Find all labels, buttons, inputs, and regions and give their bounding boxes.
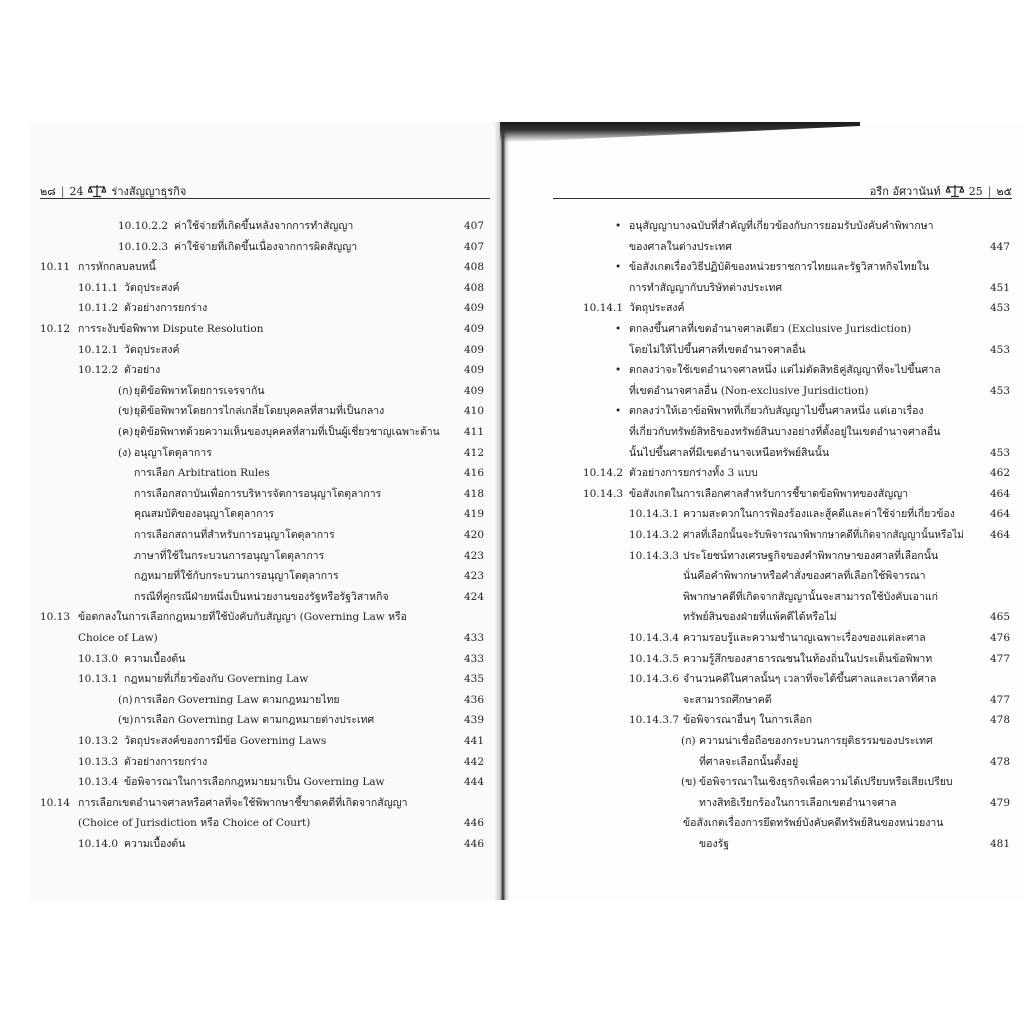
toc-entry-title: ข้อตกลงในการเลือกกฎหมายที่ใช้บังคับกับสัญญา (Governing Law หรือ <box>78 611 407 624</box>
toc-entry-title: การเลือกเขตอำนาจศาลหรือศาลที่จะใช้พิพากษาชี้ขาดคดีที่เกิดจากสัญญา <box>78 796 408 809</box>
toc-entry-page: 446 <box>463 838 484 850</box>
header-rule <box>40 198 490 199</box>
toc-entry-title: ของรัฐ <box>699 838 730 850</box>
right-page-number: 25 <box>968 184 983 198</box>
toc-entry-title: จำนวนคดีในศาลนั้นๆ เวลาที่จะได้ขึ้นศาลและเวลาที่ศาล <box>683 673 937 686</box>
toc-entry-number: 10.14.3.4 <box>629 632 680 644</box>
toc-entry-page: 416 <box>463 467 484 480</box>
toc-entry-title: ค่าใช้จ่ายที่เกิดขึ้นหลังจากการทำสัญญา <box>174 220 354 232</box>
toc-entry-page: 481 <box>989 838 1010 850</box>
toc-entry-title: ความรอบรู้และความชำนาญเฉพาะเรื่องของแต่ละศาล <box>683 632 926 644</box>
toc-entry-title: ตัวอย่าง <box>124 364 161 377</box>
toc-entry-page: 439 <box>463 714 484 727</box>
toc-entry-title: วัตถุประสงค์ของการมีข้อ Governing Laws <box>124 735 327 747</box>
toc-entry-page: 433 <box>463 652 484 665</box>
toc-entry-title: การเลือก Governing Law ตามกฎหมายไทย <box>134 693 340 706</box>
toc-entry-number: 10.14.0 <box>78 838 119 850</box>
toc-entry-title: ตัวอย่างการยกร่างทั้ง 3 แบบ <box>629 467 758 480</box>
toc-entry-title: ที่เขตอำนาจศาลอื่น (Non-exclusive Jurisdiction) <box>629 384 869 397</box>
left-thai-page-number: ๒๘ <box>40 185 56 198</box>
toc-entry-title: ความรู้สึกของสาธารณชนในท้องถิ่นในประเด็นข้อพิพาท <box>683 652 933 665</box>
left-page-number: 24 <box>69 184 84 198</box>
toc-entry-page: 441 <box>463 735 484 747</box>
toc-entry-title: คุณสมบัติของอนุญาโตตุลาการ <box>134 508 275 521</box>
toc-entry-title: โดยไม่ให้ไปขึ้นศาลที่เขตอำนาจศาลอื่น <box>629 343 806 356</box>
toc-entry-page: 408 <box>463 261 484 274</box>
toc-entry-page: 465 <box>989 611 1010 624</box>
toc-entry-title: ข้อพิจารณาอื่นๆ ในการเลือก <box>683 714 813 727</box>
toc-entry-page: 407 <box>463 220 484 232</box>
toc-entry-page: 424 <box>463 590 484 603</box>
toc-entry-title: ข้อสังเกตเรื่องวิธีปฏิบัติของหน่วยราชการไทยและรัฐวิสาหกิจไทยใน <box>629 261 930 274</box>
toc-entry-number: 10.14.3.1 <box>629 508 680 521</box>
toc-entry-page: 464 <box>989 529 1010 541</box>
toc-entry-title: ที่เกี่ยวกับทรัพย์สิทธิของทรัพย์สินบางอย่างที่ตั้งอยู่ในเขตอำนาจศาลอื่น <box>629 426 941 438</box>
toc-entry-page: 464 <box>989 508 1010 521</box>
toc-entry-page: 453 <box>989 302 1010 315</box>
toc-entry-page: 420 <box>463 529 484 541</box>
toc-entry-number: 10.14.3.2 <box>629 529 680 541</box>
toc-entry-title: การเลือก Governing Law ตามกฎหมายต่างประเทศ <box>134 714 375 727</box>
toc-entry-number: 10.11.2 <box>78 302 119 315</box>
toc-entry-number: 10.11 <box>40 261 71 274</box>
toc-entry-number: 10.11.1 <box>78 281 119 294</box>
toc-entry-page: 453 <box>989 384 1010 397</box>
toc-entry-title: นั้นไปขึ้นศาลที่มีเขตอำนาจเหนือทรัพย์สินนั้น <box>629 446 830 459</box>
toc-entry-page: 476 <box>989 632 1010 644</box>
toc-entry-page: 412 <box>463 446 484 459</box>
toc-entry-title: ภาษาที่ใช้ในกระบวนการอนุญาโตตุลาการ <box>134 549 325 562</box>
toc-entry-title: ทรัพย์สินของฝ่ายที่แพ้คดีได้หรือไม่ <box>683 611 837 624</box>
toc-entry-number: (ค) <box>118 426 134 438</box>
toc-entry-title: นั่นคือคำพิพากษาหรือคำสั่งของศาลที่เลือกใช้พิจารณา <box>683 570 926 583</box>
toc-entry-page: 409 <box>463 302 484 315</box>
left-page <box>30 122 500 900</box>
toc-entry-page: 477 <box>989 652 1010 665</box>
scales-of-justice-icon <box>88 184 106 198</box>
toc-entry-page: 451 <box>989 281 1010 294</box>
toc-entry-page: 453 <box>989 343 1010 356</box>
toc-entry-page: 447 <box>989 240 1010 253</box>
toc-entry-number: (ก) <box>118 693 133 706</box>
toc-entry-number: 10.13.1 <box>78 673 119 686</box>
toc-entry-title: วัตถุประสงค์ <box>124 281 180 294</box>
toc-entry-page: 418 <box>463 487 484 500</box>
toc-entry-title: ประโยชน์ทางเศรษฐกิจของคำพิพากษาของศาลที่เลือกนั้น <box>683 549 939 562</box>
toc-entry-page: 442 <box>463 755 484 768</box>
toc-entry-title: ความน่าเชื่อถือของกระบวนการยุติธรรมของประเทศ <box>699 735 933 747</box>
toc-entry-title: พิพากษาคดีที่เกิดจากสัญญานั้นจะสามารถใช้บังคับเอาแก่ <box>683 590 938 603</box>
toc-entry-page: 407 <box>463 240 484 253</box>
toc-entry-page: 477 <box>989 693 1010 706</box>
toc-entry-title: ความเบื้องต้น <box>124 838 186 850</box>
toc-entry-number: 10.14.3.5 <box>629 652 680 665</box>
toc-entry-page: 478 <box>989 755 1010 768</box>
toc-entry-number: 10.14.1 <box>583 302 624 315</box>
toc-entry-title: ยุติข้อพิพาทด้วยความเห็นของบุคคลที่สามที่เป็นผู้เชี่ยวชาญเฉพาะด้าน <box>134 426 440 438</box>
toc-entry-page: 423 <box>463 549 484 562</box>
header-separator: | <box>987 184 992 198</box>
toc-entry-number: 10.12.1 <box>78 343 119 356</box>
toc-entry-title: ที่ศาลจะเลือกนั้นตั้งอยู่ <box>699 755 799 768</box>
toc-entry-number: 10.12.2 <box>78 364 119 377</box>
toc-entry-number: • <box>615 405 622 418</box>
toc-entry-title: การหักกลบลบหนี้ <box>78 261 156 274</box>
toc-entry-title: ตกลงขึ้นศาลที่เขตอำนาจศาลเดียว (Exclusive Jurisdiction) <box>629 323 912 335</box>
toc-entry-title: อนุสัญญาบางฉบับที่สำคัญที่เกี่ยวข้องกับการยอมรับบังคับคำพิพากษา <box>629 220 934 232</box>
toc-entry-title: ตัวอย่างการยกร่าง <box>124 755 208 768</box>
toc-entry-page: 446 <box>463 817 484 830</box>
toc-entry-title: ยุติข้อพิพาทโดยการเจรจากัน <box>134 384 265 397</box>
toc-entry-number: 10.14 <box>40 796 71 809</box>
toc-entry-number: (ข) <box>681 776 697 789</box>
toc-entry-number: 10.13.4 <box>78 776 119 789</box>
toc-entry-title: ความเบื้องต้น <box>124 652 186 665</box>
toc-entry-page: 464 <box>989 487 1010 500</box>
toc-entry-title: ความสะดวกในการฟ้องร้องและสู้คดีและค่าใช้จ่ายที่เกี่ยวข้อง <box>683 508 955 521</box>
toc-entry-page: 409 <box>463 384 484 397</box>
book-title: ร่างสัญญาธุรกิจ <box>111 185 187 198</box>
toc-entry-title: การเลือกสถานที่สำหรับการอนุญาโตตุลาการ <box>134 529 335 541</box>
toc-entry-title: ตัวอย่างการยกร่าง <box>124 302 208 315</box>
toc-entry-page: 478 <box>989 714 1010 727</box>
toc-entry-title: กรณีที่คู่กรณีฝ่ายหนึ่งเป็นหน่วยงานของรัฐหรือรัฐวิสาหกิจ <box>134 590 389 603</box>
toc-entry-title: ค่าใช้จ่ายที่เกิดขึ้นเนื่องจากการผิดสัญญา <box>174 240 358 253</box>
toc-entry-number: 10.13 <box>40 611 71 624</box>
toc-entry-number: 10.14.3.7 <box>629 714 680 727</box>
toc-entry-title: การทำสัญญากับบริษัทต่างประเทศ <box>629 281 783 294</box>
toc-entry-page: 435 <box>463 673 484 686</box>
toc-entry-title: กฎหมายที่ใช้กับกระบวนการอนุญาโตตุลาการ <box>134 570 339 583</box>
right-page <box>503 122 1024 900</box>
toc-entry-title: ข้อสังเกตในการเลือกศาลสำหรับการชี้ขาดข้อพิพาทของสัญญา <box>629 487 909 500</box>
right-thai-page-number: ๒๕ <box>996 185 1012 198</box>
author-name: อรีก อัศวานันท์ <box>869 185 941 198</box>
header-rule <box>553 198 1012 199</box>
toc-entry-title: (Choice of Jurisdiction หรือ Choice of Court) <box>78 817 311 830</box>
toc-entry-title: ทางสิทธิเรียกร้องในการเลือกเขตอำนาจศาล <box>699 796 897 809</box>
toc-entry-title: วัตถุประสงค์ <box>124 343 180 356</box>
toc-entry-page: 444 <box>463 776 484 789</box>
toc-entry-number: 10.10.2.3 <box>118 240 169 253</box>
toc-entry-title: ข้อสังเกตเรื่องการยึดทรัพย์บังคับคดีทรัพย์สินของหน่วยงาน <box>683 817 944 830</box>
toc-entry-page: 408 <box>463 281 484 294</box>
toc-entry-title: ข้อพิจารณาในการเลือกกฎหมายมาเป็น Governing Law <box>124 776 385 789</box>
header-separator: | <box>60 184 65 198</box>
toc-entry-number: • <box>615 364 622 377</box>
toc-entry-number: 10.13.3 <box>78 755 119 768</box>
toc-entry-number: 10.14.3 <box>583 487 624 500</box>
toc-entry-page: 410 <box>463 405 484 418</box>
toc-entry-title: การเลือก Arbitration Rules <box>134 467 270 480</box>
toc-entry-title: การเลือกสถาบันเพื่อการบริหารจัดการอนุญาโตตุลาการ <box>134 487 382 500</box>
toc-entry-title: การระงับข้อพิพาท Dispute Resolution <box>78 323 264 335</box>
toc-entry-title: ศาลที่เลือกนั้นจะรับพิจารณาพิพากษาคดีที่เกิดจากสัญญานั้นหรือไม่ <box>683 529 964 541</box>
toc-entry-number: 10.14.3.6 <box>629 673 680 686</box>
toc-entry-number: 10.13.2 <box>78 735 119 747</box>
toc-entry-page: 409 <box>463 364 484 377</box>
toc-entry-page: 409 <box>463 323 484 335</box>
toc-entry-number: 10.10.2.2 <box>118 220 169 232</box>
toc-entry-number: 10.14.3.3 <box>629 549 680 562</box>
toc-entry-page: 419 <box>463 508 484 521</box>
toc-entry-page: 423 <box>463 570 484 583</box>
toc-entry-number: • <box>615 220 622 232</box>
toc-entry-number: (ก) <box>681 735 696 747</box>
toc-entry-page: 479 <box>989 796 1010 809</box>
toc-entry-number: (ง) <box>118 446 132 459</box>
toc-entry-title: วัตถุประสงค์ <box>629 302 685 315</box>
toc-entry-title: กฎหมายที่เกี่ยวข้องกับ Governing Law <box>124 673 309 686</box>
toc-entry-number: 10.13.0 <box>78 652 119 665</box>
toc-entry-title: จะสามารถศึกษาคดี <box>683 693 772 706</box>
toc-entry-number: • <box>615 323 622 335</box>
scales-of-justice-icon <box>946 184 964 198</box>
toc-entry-number: (ข) <box>118 405 134 418</box>
toc-entry-number: • <box>615 261 622 274</box>
toc-entry-page: 411 <box>463 426 484 438</box>
toc-entry-page: 409 <box>463 343 484 356</box>
toc-entry-title: ยุติข้อพิพาทโดยการไกล่เกลี่ยโดยบุคคลที่สามที่เป็นกลาง <box>134 405 385 418</box>
book-spine-gutter <box>494 122 510 900</box>
toc-entry-number: (ข) <box>118 714 134 727</box>
toc-entry-title: ข้อพิจารณาในเชิงธุรกิจเพื่อความได้เปรียบหรือเสียเปรียบ <box>699 776 953 789</box>
toc-entry-number: 10.14.2 <box>583 467 624 480</box>
toc-entry-page: 453 <box>989 446 1010 459</box>
toc-entry-title: ตกลงว่าจะใช้เขตอำนาจศาลหนึ่ง แต่ไม่ตัดสิทธิคู่สัญญาที่จะไปขึ้นศาล <box>629 364 941 377</box>
toc-entry-page: 436 <box>463 693 484 706</box>
toc-entry-page: 462 <box>989 467 1010 480</box>
toc-entry-title: ตกลงว่าให้เอาข้อพิพาทที่เกี่ยวกับสัญญาไปขึ้นศาลหนึ่ง แต่เอาเรื่อง <box>629 405 924 418</box>
toc-entry-title: ของศาลในต่างประเทศ <box>629 240 732 253</box>
toc-entry-title: อนุญาโตตุลาการ <box>134 446 212 459</box>
toc-entry-title: Choice of Law) <box>78 632 158 644</box>
toc-entry-number: 10.12 <box>40 323 71 335</box>
toc-entry-number: (ก) <box>118 384 133 397</box>
toc-entry-page: 433 <box>463 632 484 644</box>
